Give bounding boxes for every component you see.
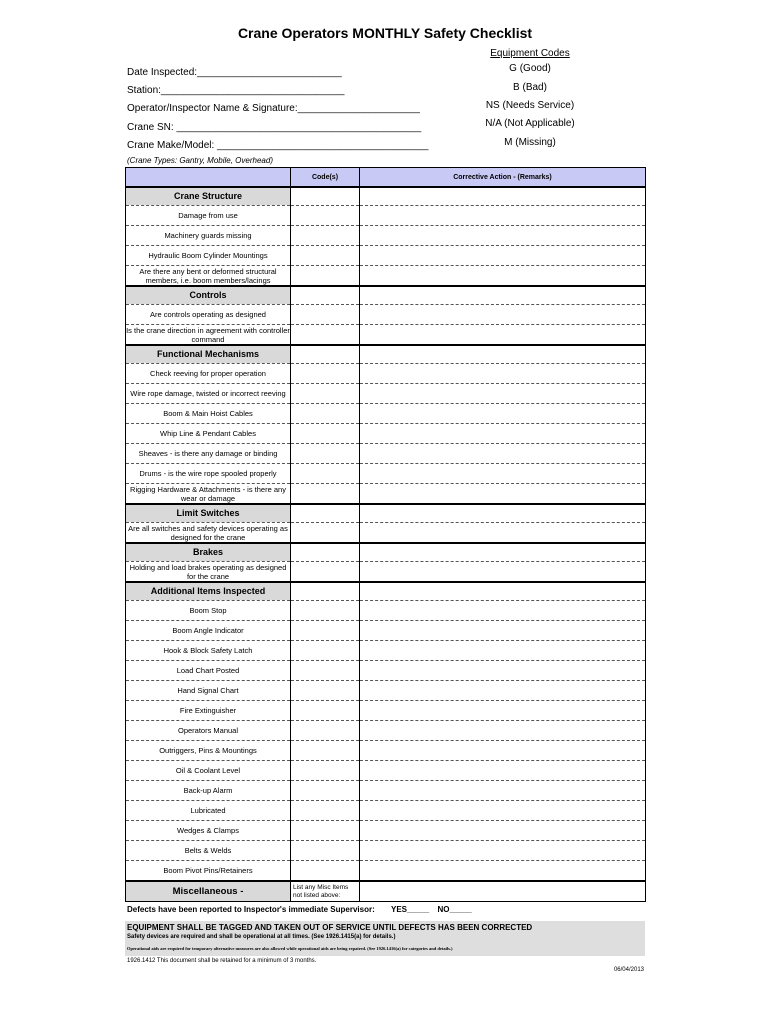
table-row	[126, 384, 646, 404]
codes-cell[interactable]	[291, 741, 360, 761]
codes-cell[interactable]	[291, 661, 360, 681]
section-title: Controls	[126, 286, 291, 305]
table-row	[126, 661, 646, 681]
crane-types-note: (Crane Types: Gantry, Mobile, Overhead)	[127, 156, 273, 165]
remarks-cell[interactable]	[360, 325, 646, 346]
remarks-cell[interactable]	[360, 246, 646, 266]
codes-cell[interactable]	[291, 523, 360, 544]
remarks-cell[interactable]	[360, 523, 646, 544]
item-label: Rigging Hardware & Attachments - is there any wear or damage	[126, 484, 291, 505]
item-label: Machinery guards missing	[126, 226, 291, 246]
remarks-cell[interactable]	[360, 861, 646, 882]
section-title: Additional Items Inspected	[126, 582, 291, 601]
checklist-table	[125, 167, 646, 902]
table-row	[126, 484, 646, 505]
remarks-cell[interactable]	[360, 621, 646, 641]
item-label: Back-up Alarm	[126, 781, 291, 801]
codes-cell[interactable]	[291, 464, 360, 484]
table-row	[126, 206, 646, 226]
table-row	[126, 464, 646, 484]
remarks-cell[interactable]	[360, 701, 646, 721]
section-remarks-cell	[360, 543, 646, 562]
codes-cell[interactable]	[291, 266, 360, 287]
item-label: Holding and load brakes operating as designed for the crane	[126, 562, 291, 583]
table-row	[126, 601, 646, 621]
table-row	[126, 801, 646, 821]
remarks-cell[interactable]	[360, 801, 646, 821]
table-row	[126, 424, 646, 444]
table-row	[126, 621, 646, 641]
warning-banner	[125, 921, 645, 956]
table-row	[126, 761, 646, 781]
section-row	[126, 582, 646, 601]
crane-sn-field[interactable]: Crane SN: ____________________________________________	[127, 122, 422, 133]
item-label: Whip Line & Pendant Cables	[126, 424, 291, 444]
item-label: Drums - is the wire rope spooled properly	[126, 464, 291, 484]
item-label: Boom Stop	[126, 601, 291, 621]
remarks-cell[interactable]	[360, 781, 646, 801]
remarks-cell[interactable]	[360, 364, 646, 384]
codes-cell[interactable]	[291, 484, 360, 505]
table-row	[126, 781, 646, 801]
misc-row	[126, 881, 646, 902]
remarks-cell[interactable]	[360, 305, 646, 325]
code-needs-service: NS (Needs Service)	[485, 100, 575, 111]
item-label: Load Chart Posted	[126, 661, 291, 681]
table-row	[126, 364, 646, 384]
table-row	[126, 444, 646, 464]
remarks-cell[interactable]	[360, 404, 646, 424]
section-codes-cell	[291, 543, 360, 562]
table-row	[126, 246, 646, 266]
codes-cell[interactable]	[291, 206, 360, 226]
operator-signature-field[interactable]: Operator/Inspector Name & Signature:______________________	[127, 103, 420, 114]
banner-line-1: EQUIPMENT SHALL BE TAGGED AND TAKEN OUT OF SERVICE UNTIL DEFECTS HAS BEEN CORRECTED	[127, 923, 533, 932]
remarks-cell[interactable]	[360, 741, 646, 761]
item-label: Hand Signal Chart	[126, 681, 291, 701]
defects-label: Defects have been reported to Inspector's immediate Supervisor:	[127, 905, 375, 914]
item-label: Lubricated	[126, 801, 291, 821]
item-label: Are there any bent or deformed structural members, i.e. boom members/lacings	[126, 266, 291, 287]
codes-cell[interactable]	[291, 801, 360, 821]
table-row	[126, 861, 646, 882]
codes-cell[interactable]	[291, 621, 360, 641]
table-row	[126, 681, 646, 701]
page-title: Crane Operators MONTHLY Safety Checklist	[237, 25, 533, 41]
item-label: Wedges & Clamps	[126, 821, 291, 841]
section-remarks-cell	[360, 504, 646, 523]
codes-cell[interactable]	[291, 781, 360, 801]
item-label: Boom Angle Indicator	[126, 621, 291, 641]
item-label: Are controls operating as designed	[126, 305, 291, 325]
codes-cell[interactable]	[291, 424, 360, 444]
date-inspected-field[interactable]: Date Inspected:__________________________	[127, 67, 342, 78]
code-missing: M (Missing)	[504, 137, 556, 148]
item-label: Wire rope damage, twisted or incorrect reeving	[126, 384, 291, 404]
defects-reported-line	[127, 905, 472, 914]
table-row	[126, 721, 646, 741]
defects-yes[interactable]: YES_____	[391, 905, 430, 914]
remarks-cell[interactable]	[360, 206, 646, 226]
codes-cell[interactable]	[291, 641, 360, 661]
table-row	[126, 641, 646, 661]
remarks-cell[interactable]	[360, 384, 646, 404]
section-codes-cell	[291, 286, 360, 305]
remarks-cell[interactable]	[360, 464, 646, 484]
codes-cell[interactable]	[291, 246, 360, 266]
section-remarks-cell	[360, 582, 646, 601]
codes-cell[interactable]	[291, 384, 360, 404]
section-codes-cell	[291, 582, 360, 601]
section-title: Crane Structure	[126, 187, 291, 206]
codes-cell[interactable]	[291, 761, 360, 781]
item-label: Belts & Welds	[126, 841, 291, 861]
item-label: Hydraulic Boom Cylinder Mountings	[126, 246, 291, 266]
table-row	[126, 701, 646, 721]
remarks-cell[interactable]	[360, 721, 646, 741]
section-row	[126, 543, 646, 562]
table-row	[126, 741, 646, 761]
remarks-cell[interactable]	[360, 562, 646, 583]
defects-no[interactable]: NO_____	[437, 905, 472, 914]
remarks-cell[interactable]	[360, 761, 646, 781]
code-good: G (Good)	[509, 63, 551, 74]
section-row	[126, 187, 646, 206]
item-label: Boom Pivot Pins/Retainers	[126, 861, 291, 882]
codes-cell[interactable]	[291, 562, 360, 583]
item-label: Oil & Coolant Level	[126, 761, 291, 781]
retention-note: 1926.1412 This document shall be retained for a minimum of 3 months.	[127, 958, 317, 964]
table-header-row	[126, 168, 646, 188]
table-row	[126, 266, 646, 287]
table-row	[126, 523, 646, 544]
remarks-cell[interactable]	[360, 484, 646, 505]
item-label: Fire Extinguisher	[126, 701, 291, 721]
remarks-cell[interactable]	[360, 641, 646, 661]
remarks-cell[interactable]	[360, 266, 646, 287]
code-not-applicable: N/A (Not Applicable)	[485, 118, 575, 129]
item-label: Check reeving for proper operation	[126, 364, 291, 384]
banner-line-2: Safety devices are required and shall be operational at all times. (See 1926.1415(a) for details.)	[127, 934, 396, 940]
remarks-cell[interactable]	[360, 841, 646, 861]
remarks-cell[interactable]	[360, 444, 646, 464]
codes-cell[interactable]	[291, 364, 360, 384]
codes-cell[interactable]	[291, 861, 360, 882]
section-remarks-cell	[360, 187, 646, 206]
codes-cell[interactable]	[291, 721, 360, 741]
section-title: Brakes	[126, 543, 291, 562]
remarks-cell[interactable]	[360, 821, 646, 841]
table-row	[126, 305, 646, 325]
item-label: Outriggers, Pins & Mountings	[126, 741, 291, 761]
codes-cell[interactable]	[291, 701, 360, 721]
code-bad: B (Bad)	[513, 82, 547, 93]
item-label: Hook & Block Safety Latch	[126, 641, 291, 661]
section-row	[126, 286, 646, 305]
item-column-header	[126, 168, 291, 188]
station-field[interactable]: Station:_________________________________	[127, 85, 345, 96]
item-label: Operators Manual	[126, 721, 291, 741]
codes-cell[interactable]	[291, 601, 360, 621]
section-title: Limit Switches	[126, 504, 291, 523]
remarks-cell[interactable]	[360, 601, 646, 621]
section-codes-cell	[291, 345, 360, 364]
codes-cell[interactable]	[291, 821, 360, 841]
item-label: Boom & Main Hoist Cables	[126, 404, 291, 424]
table-row	[126, 226, 646, 246]
misc-remark[interactable]: List any Misc Items not listed above:	[291, 881, 360, 902]
codes-cell[interactable]	[291, 404, 360, 424]
remarks-cell[interactable]	[360, 681, 646, 701]
codes-cell[interactable]	[291, 325, 360, 346]
banner-line-3: Operational aids are required for temporary alternative measures are also allowed while operational aids are being repaired. (See 1926.1416(a) for categories and details.)	[127, 946, 453, 951]
section-row	[126, 504, 646, 523]
table-row	[126, 562, 646, 583]
table-row	[126, 821, 646, 841]
codes-column-header: Code(s)	[291, 168, 360, 188]
section-remarks-cell	[360, 345, 646, 364]
crane-make-model-field[interactable]: Crane Make/Model: ______________________________________	[127, 140, 429, 151]
table-row	[126, 325, 646, 346]
section-codes-cell	[291, 187, 360, 206]
codes-cell[interactable]	[291, 681, 360, 701]
remarks-cell[interactable]	[360, 226, 646, 246]
item-label: Damage from use	[126, 206, 291, 226]
item-label: Is the crane direction in agreement with controller command	[126, 325, 290, 344]
revision-date: 06/04/2013	[613, 967, 644, 973]
table-row	[126, 841, 646, 861]
codes-cell[interactable]	[291, 444, 360, 464]
codes-cell[interactable]	[291, 226, 360, 246]
section-title: Functional Mechanisms	[126, 345, 291, 364]
misc-remarks-cell[interactable]	[360, 881, 646, 902]
misc-title: Miscellaneous -	[126, 881, 291, 902]
codes-cell[interactable]	[291, 305, 360, 325]
section-codes-cell	[291, 504, 360, 523]
section-remarks-cell	[360, 286, 646, 305]
item-label: Are all switches and safety devices operating as designed for the crane	[126, 523, 291, 544]
remarks-cell[interactable]	[360, 424, 646, 444]
remarks-cell[interactable]	[360, 661, 646, 681]
codes-cell[interactable]	[291, 841, 360, 861]
item-label: Sheaves - is there any damage or binding	[126, 444, 291, 464]
equipment-codes-heading: Equipment Codes	[490, 48, 570, 59]
remarks-column-header: Corrective Action - (Remarks)	[360, 168, 646, 188]
table-row	[126, 404, 646, 424]
section-row	[126, 345, 646, 364]
